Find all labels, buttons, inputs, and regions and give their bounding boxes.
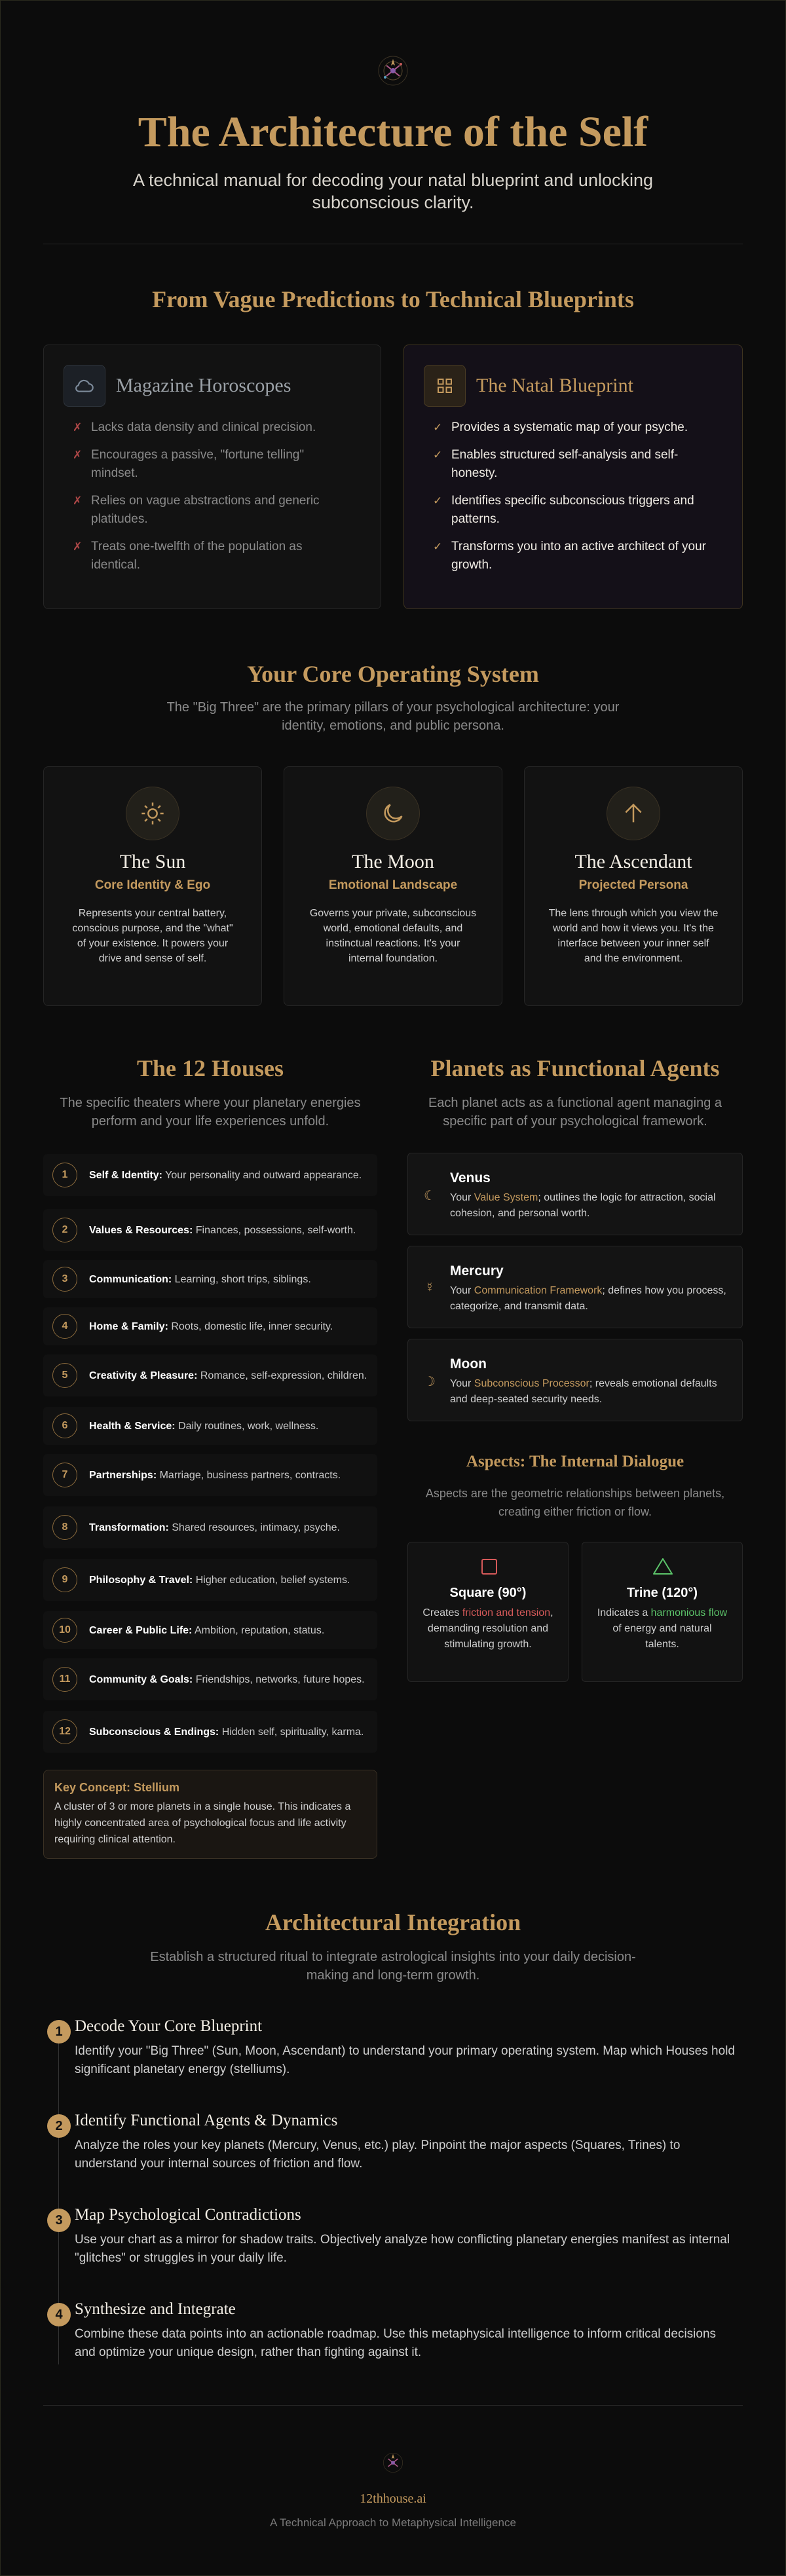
sun-icon bbox=[126, 787, 179, 840]
step-number: 3 bbox=[47, 2209, 71, 2232]
card-subtitle: Projected Persona bbox=[578, 878, 688, 892]
list-item: ✓ Provides a systematic map of your psyche. bbox=[433, 419, 716, 437]
horoscope-card bbox=[43, 345, 381, 609]
footer-logo-icon[interactable] bbox=[373, 2443, 413, 2482]
planet-description: Your Communication Framework; defines how you process, categorize, and transmit data. bbox=[450, 1285, 726, 1312]
house-row: 11 Community & Goals: Friendships, networks, future hopes. bbox=[43, 1658, 377, 1700]
page-subtitle: A technical manual for decoding your natal blueprint and unlocking subconscious clarity. bbox=[132, 170, 654, 212]
natal-blueprint-card bbox=[403, 345, 743, 609]
planets-section-title: Planets as Functional Agents bbox=[430, 1055, 720, 1081]
check-icon: ✓ bbox=[433, 421, 443, 434]
houses-section-subtitle: The specific theaters where your planetary energies perform and your life experiences unfold. bbox=[60, 1096, 361, 1129]
divider bbox=[43, 2405, 743, 2406]
aspect-description: Creates friction and tension, demanding resolution and stimulating growth. bbox=[422, 1607, 553, 1650]
list-item: ✓ Enables structured self-analysis and self-honesty. bbox=[433, 446, 716, 483]
house-row: 4 Home & Family: Roots, domestic life, inner security. bbox=[43, 1307, 377, 1345]
check-icon: ✓ bbox=[433, 449, 443, 461]
page-title: The Architecture of the Self bbox=[138, 108, 648, 156]
cloud-icon bbox=[64, 365, 105, 407]
list-item: ✗ Encourages a passive, "fortune telling" mindset. bbox=[73, 446, 354, 483]
house-row: 5 Creativity & Pleasure: Romance, self-expression, children. bbox=[43, 1354, 377, 1396]
planet-card-moon bbox=[407, 1339, 743, 1421]
step-description: Analyze the roles your key planets (Mercury, Venus, etc.) play. Pinpoint the major aspects (Squares, Trines) to understand your internal sources of friction and flow. bbox=[75, 2138, 681, 2171]
list-item: ✗ Relies on vague abstractions and generic platitudes. bbox=[73, 492, 354, 529]
check-icon: ✓ bbox=[433, 540, 443, 553]
aspect-name: Trine (120°) bbox=[626, 1586, 698, 1600]
callout-text: A cluster of 3 or more planets in a single house. This indicates a highly concentrated area of psychological focus and life activity requiring clinical attention. bbox=[54, 1801, 351, 1845]
list-item: ✗ Lacks data density and clinical precision. bbox=[73, 419, 354, 437]
footer-tagline: A Technical Approach to Metaphysical Intelligence bbox=[270, 2516, 516, 2529]
ascendant-card bbox=[524, 766, 743, 1006]
logo-icon[interactable] bbox=[367, 47, 419, 94]
core-section-title: Your Core Operating System bbox=[247, 661, 539, 687]
card-description: Governs your private, subconscious world, emotional defaults, and instinctual reactions. It's your internal foundation. bbox=[309, 908, 477, 964]
compare-section-title: From Vague Predictions to Technical Blueprints bbox=[152, 286, 634, 312]
list-item: ✓ Identifies specific subconscious triggers and patterns. bbox=[433, 492, 716, 529]
card-subtitle: Core Identity & Ego bbox=[94, 878, 211, 892]
horoscope-card-title: Magazine Horoscopes bbox=[116, 375, 291, 396]
planet-name: Moon bbox=[450, 1356, 487, 1372]
mercury-icon: ☿ bbox=[424, 1280, 435, 1295]
crescent-icon: ☾ bbox=[424, 1189, 436, 1203]
house-row: 12 Subconscious & Endings: Hidden self, spirituality, karma. bbox=[43, 1711, 377, 1753]
card-title: The Sun bbox=[119, 851, 186, 872]
step-title: Synthesize and Integrate bbox=[75, 2300, 236, 2318]
planet-name: Mercury bbox=[450, 1263, 504, 1279]
aspect-description: Indicates a harmonious flow of energy and natural talents. bbox=[597, 1607, 728, 1650]
planet-description: Your Subconscious Processor; reveals emotional defaults and deep-seated security needs. bbox=[450, 1378, 717, 1405]
planet-description: Your Value System; outlines the logic for attraction, social cohesion, and personal worth. bbox=[450, 1192, 716, 1219]
integration-section-subtitle: Establish a structured ritual to integrate astrological insights into your daily decision-making and long-term growth. bbox=[150, 1950, 636, 1983]
aspects-subtitle: Aspects are the geometric relationships between planets, creating either friction or flow. bbox=[425, 1487, 725, 1518]
moon-card bbox=[284, 766, 502, 1006]
planet-name: Venus bbox=[450, 1170, 491, 1185]
houses-section-title: The 12 Houses bbox=[136, 1055, 284, 1081]
stellium-callout bbox=[43, 1770, 377, 1859]
step-title: Decode Your Core Blueprint bbox=[75, 2017, 263, 2035]
triangle-icon bbox=[652, 1557, 673, 1578]
card-subtitle: Emotional Landscape bbox=[328, 878, 458, 892]
list-item: ✗ Treats one-twelfth of the population as identical. bbox=[73, 538, 354, 574]
house-row: 10 Career & Public Life: Ambition, reputation, status. bbox=[43, 1611, 377, 1649]
sun-card bbox=[43, 766, 262, 1006]
trine-aspect-card bbox=[582, 1542, 743, 1682]
step-description: Combine these data points into an actionable roadmap. Use this metaphysical intelligence to inform critical decisions and optimize your unique design, rather than fighting against it. bbox=[75, 2327, 717, 2359]
house-row: 9 Philosophy & Travel: Higher education, belief systems. bbox=[43, 1559, 377, 1601]
house-row: 8 Transformation: Shared resources, intimacy, psyche. bbox=[43, 1506, 377, 1548]
x-icon: ✗ bbox=[73, 449, 83, 461]
step-number: 4 bbox=[47, 2303, 71, 2326]
house-row: 1 Self & Identity: Your personality and outward appearance. bbox=[43, 1154, 377, 1196]
callout-title: Key Concept: Stellium bbox=[54, 1781, 180, 1794]
list-item: ✓ Transforms you into an active architect of your growth. bbox=[433, 538, 716, 574]
planet-card-mercury bbox=[407, 1246, 743, 1328]
planet-card-venus bbox=[407, 1153, 743, 1235]
house-row: 7 Partnerships: Marriage, business partners, contracts. bbox=[43, 1454, 377, 1496]
aspect-name: Square (90°) bbox=[449, 1586, 527, 1600]
card-title: The Moon bbox=[352, 851, 434, 872]
moon-icon bbox=[366, 787, 420, 840]
house-row: 2 Values & Resources: Finances, possessions, self-worth. bbox=[43, 1209, 377, 1251]
moon-small-icon: ☽ bbox=[424, 1375, 436, 1389]
card-description: Represents your central battery, conscious purpose, and the "what" of your existence. It powers your drive and sense of self. bbox=[72, 908, 233, 964]
arrow-up-icon bbox=[607, 787, 660, 840]
x-icon: ✗ bbox=[73, 495, 83, 507]
step-title: Identify Functional Agents & Dynamics bbox=[75, 2112, 338, 2129]
aspects-title: Aspects: The Internal Dialogue bbox=[466, 1453, 684, 1470]
integration-section-title: Architectural Integration bbox=[265, 1909, 521, 1935]
grid-icon bbox=[424, 365, 466, 407]
x-icon: ✗ bbox=[73, 421, 83, 434]
step-number: 2 bbox=[47, 2114, 71, 2138]
house-row: 3 Communication: Learning, short trips, siblings. bbox=[43, 1260, 377, 1298]
step-description: Identify your "Big Three" (Sun, Moon, Ascendant) to understand your primary operating system. Map which Houses hold significant planetary energy (stelliums). bbox=[75, 2044, 735, 2076]
square-aspect-card bbox=[407, 1542, 569, 1682]
step-description: Use your chart as a mirror for shadow traits. Objectively analyze how conflicting planetary energies manifest as internal "glitches" or struggles in your daily life. bbox=[75, 2233, 730, 2265]
core-section-subtitle: The "Big Three" are the primary pillars of your psychological architecture: your identity, emotions, and public persona. bbox=[166, 700, 620, 733]
card-title: The Ascendant bbox=[574, 851, 692, 872]
check-icon: ✓ bbox=[433, 495, 443, 507]
card-description: The lens through which you view the world and how it views you. It's the interface between your inner self and the environment. bbox=[548, 908, 719, 964]
house-row: 6 Health & Service: Daily routines, work, wellness. bbox=[43, 1407, 377, 1445]
x-icon: ✗ bbox=[73, 540, 83, 553]
footer-site-link[interactable]: 12thhouse.ai bbox=[360, 2492, 426, 2506]
planets-section-subtitle: Each planet acts as a functional agent managing a specific part of your psychological framework. bbox=[428, 1096, 722, 1129]
step-number: 1 bbox=[47, 2020, 71, 2044]
natal-card-title: The Natal Blueprint bbox=[476, 375, 633, 396]
square-icon bbox=[481, 1558, 498, 1578]
step-title: Map Psychological Contradictions bbox=[75, 2206, 301, 2224]
